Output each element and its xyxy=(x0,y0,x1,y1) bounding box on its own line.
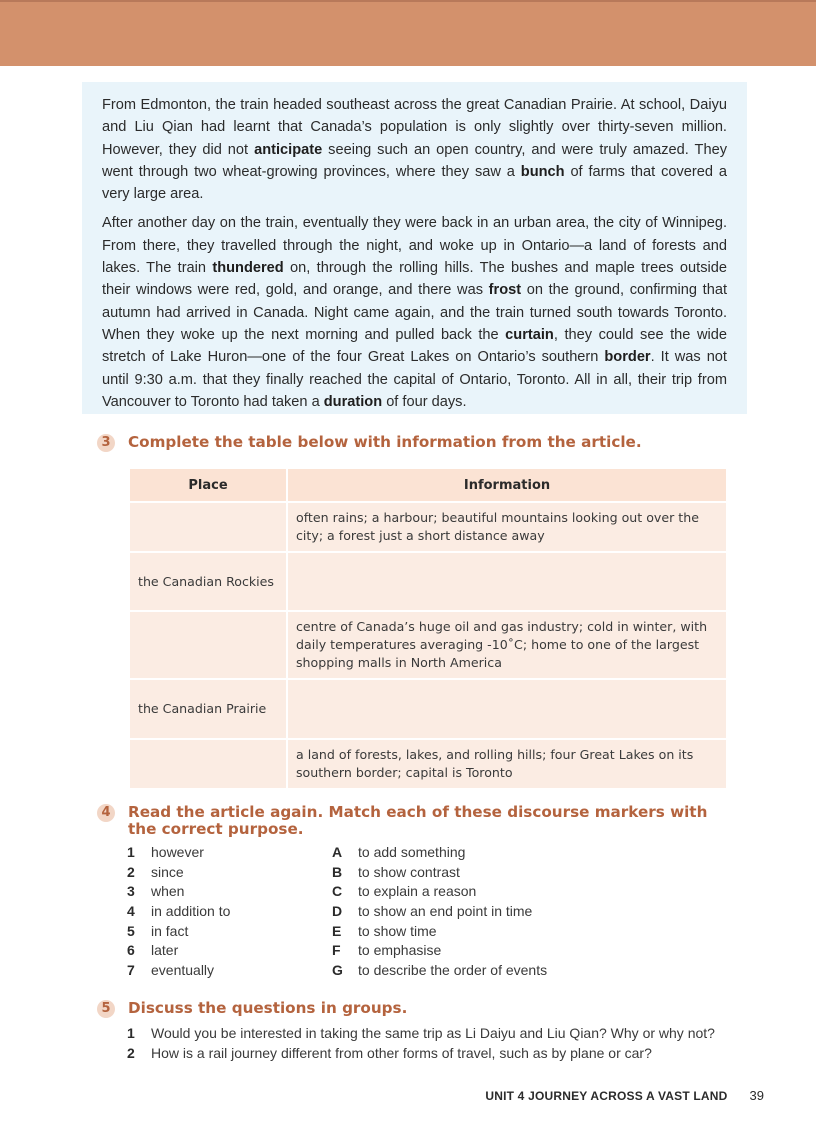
purpose-text: to add something xyxy=(358,844,466,860)
place-cell: the Canadian Prairie xyxy=(130,680,286,738)
purpose-letter: F xyxy=(332,942,341,959)
list-item xyxy=(127,941,577,961)
info-cell[interactable] xyxy=(286,680,726,738)
information-column-header: Information xyxy=(286,469,726,501)
exercise-3-heading xyxy=(97,434,642,452)
place-cell[interactable] xyxy=(130,503,286,551)
exercise-4-heading xyxy=(97,804,708,838)
vocabulary-word: anticipate xyxy=(254,141,323,158)
list-item xyxy=(127,1023,747,1043)
discourse-marker: since xyxy=(151,863,184,880)
table-row xyxy=(130,680,726,738)
list-item xyxy=(127,843,577,863)
exercise-5-heading xyxy=(97,1000,407,1018)
question-text: How is a rail journey different from other forms of travel, such as by plane or car? xyxy=(151,1045,652,1061)
discourse-marker: when xyxy=(151,883,185,900)
item-number: 6 xyxy=(127,942,135,959)
vocabulary-word: curtain xyxy=(505,326,554,343)
discussion-question-list xyxy=(127,1023,747,1063)
purpose-text: to show time xyxy=(358,922,437,939)
info-cell[interactable] xyxy=(286,553,726,610)
reading-passage-box xyxy=(82,82,747,414)
place-cell: the Canadian Rockies xyxy=(130,553,286,610)
place-cell[interactable] xyxy=(130,740,286,788)
table-row xyxy=(130,740,726,788)
page-footer xyxy=(485,1088,764,1103)
exercise-3-number: 3 xyxy=(97,434,115,452)
table-row xyxy=(130,612,726,678)
list-item xyxy=(127,882,577,902)
vocabulary-word: thundered xyxy=(212,260,284,277)
info-cell: centre of Canada’s huge oil and gas industry; cold in winter, with daily temperatures averaging -10˚C; home to one of the largest shopping malls in North America xyxy=(286,612,726,678)
reading-paragraph-2: After another day on the train, eventually they were back in an urban area, the city of Winnipeg. From there, they travelled through the night, and woke up in Ontario—a land of forests and lakes. The train thundered on, through the rolling hills. The bushes and maple trees outside their windows were red, gold, and orange, and there was frost on the ground, confirming that autumn had arrived in Canada. Night came again, and the train turned south towards Toronto. When they woke up the next morning and pulled back the curtain, they could see the wide stretch of Lake Huron—one of the four Great Lakes on Ontario’s southern border. It was not until 9:30 a.m. that they finally reached the capital of Ontario, Toronto. All in all, their trip from Vancouver to Toronto had taken a duration of four days. xyxy=(102,215,727,410)
list-item xyxy=(127,922,577,942)
question-number: 1 xyxy=(127,1025,135,1041)
exercise-5-title: Discuss the questions in groups. xyxy=(128,999,408,1017)
discourse-marker: later xyxy=(151,942,179,959)
purpose-letter: C xyxy=(332,883,343,900)
item-number: 7 xyxy=(127,962,135,979)
item-number: 5 xyxy=(127,922,135,939)
item-number: 3 xyxy=(127,883,135,900)
item-number: 1 xyxy=(127,844,135,860)
vocabulary-word: border xyxy=(604,349,651,366)
item-number: 4 xyxy=(127,903,135,920)
unit-title: UNIT 4 JOURNEY ACROSS A VAST LAND xyxy=(485,1088,728,1103)
purpose-letter: D xyxy=(332,903,343,920)
vocabulary-word: bunch xyxy=(520,163,565,180)
table-row xyxy=(130,503,726,551)
question-number: 2 xyxy=(127,1045,135,1061)
list-item xyxy=(127,961,577,981)
list-item xyxy=(127,902,577,922)
vocabulary-word: duration xyxy=(323,393,383,410)
list-item xyxy=(127,1043,747,1063)
question-text: Would you be interested in taking the same trip as Li Daiyu and Liu Qian? Why or why not? xyxy=(151,1025,715,1041)
purpose-letter: G xyxy=(332,962,343,979)
exercise-5-number: 5 xyxy=(97,1000,115,1018)
vocabulary-word: frost xyxy=(488,282,522,299)
discourse-marker: in addition to xyxy=(151,903,231,920)
discourse-marker: eventually xyxy=(151,962,215,979)
reading-paragraph-1: From Edmonton, the train headed southeast across the great Canadian Prairie. At school, Daiyu and Liu Qian had learnt that Canada’s population is only slightly over thirty-seven million. However, they did not anticipate seeing such an open country, and were truly amazed. They went through two wheat-growing provinces, where they saw a bunch of farms that covered a very large area. xyxy=(102,97,727,203)
purpose-letter: E xyxy=(332,922,342,939)
purpose-text: to emphasise xyxy=(358,942,442,959)
discourse-marker: however xyxy=(151,844,204,860)
page-number: 39 xyxy=(749,1088,764,1103)
purpose-text: to show contrast xyxy=(358,863,460,880)
info-cell: often rains; a harbour; beautiful mountains looking out over the city; a forest just a short distance away xyxy=(286,503,726,551)
purpose-text: to show an end point in time xyxy=(358,903,533,920)
list-item xyxy=(127,863,577,883)
discourse-marker-matching-list xyxy=(127,843,577,981)
table-header-row xyxy=(130,469,726,501)
purpose-text: to explain a reason xyxy=(358,883,477,900)
top-color-band xyxy=(0,0,816,66)
purpose-letter: B xyxy=(332,863,343,880)
place-cell[interactable] xyxy=(130,612,286,678)
discourse-marker: in fact xyxy=(151,922,189,939)
exercise-4-title: Read the article again. Match each of these discourse markers with the correct purpose. xyxy=(128,803,708,838)
item-number: 2 xyxy=(127,863,135,880)
place-column-header: Place xyxy=(130,469,286,501)
purpose-text: to describe the order of events xyxy=(358,962,548,979)
exercise-3-title: Complete the table below with information from the article. xyxy=(128,433,642,451)
info-cell: a land of forests, lakes, and rolling hills; four Great Lakes on its southern border; capital is Toronto xyxy=(286,740,726,788)
purpose-letter: A xyxy=(332,844,343,860)
table-row xyxy=(130,553,726,610)
exercise-4-number: 4 xyxy=(97,804,115,822)
place-information-table xyxy=(130,467,726,790)
